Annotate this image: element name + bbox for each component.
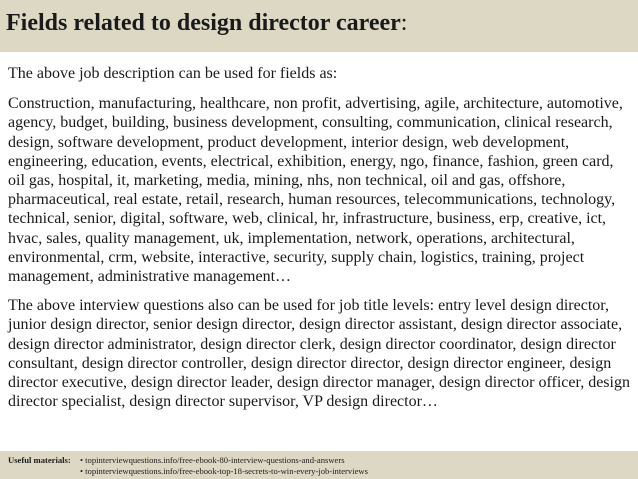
- slide-body: [8, 64, 632, 411]
- footer-materials: [8, 455, 368, 476]
- slide-title-text: Fields related to design director career: [6, 10, 401, 36]
- footer-line-1: [8, 455, 368, 466]
- footer-label-text: Useful materials: [8, 455, 68, 465]
- footer-label: [8, 455, 80, 466]
- footer-line-2: [8, 466, 368, 477]
- intro-text: The above job description can be used for fields as:: [8, 65, 338, 82]
- footer-label-colon: :: [67, 455, 71, 465]
- slide-title: [6, 10, 407, 37]
- job-levels-text: The above interview questions also can be used for job title levels: entry level design director, junior design director, senior design director, design director assistant, design director associate, design director administrator, design director clerk, design director coordinator, design director consultant, design director controller, design director director, design director engineer, design director executive, design director leader, design director manager, design director officer, design director specialist, design director supervisor, VP design director…: [8, 297, 630, 411]
- footer-link-2[interactable]: • topinterviewquestions.info/free-ebook-top-18-secrets-to-win-every-job-interviews: [80, 465, 368, 476]
- footer-link-1[interactable]: • topinterviewquestions.info/free-ebook-80-interview-questions-and-answers: [80, 455, 345, 465]
- slide-title-colon: :: [400, 10, 408, 36]
- fields-list-text: Construction, manufacturing, healthcare, non profit, advertising, agile, architecture, automotive, agency, budget, building, business development, consulting, communication, clinical research, design, software development, product development, interior design, web development, engineering, education, events, electrical, exhibition, energy, ngo, finance, fashion, green card, oil gas, hospital, it, marketing, media, mining, nhs, non technical, oil and gas, offshore, pharmaceutical, real estate, retail, research, human resources, telecommunications, technology, technical, senior, digital, software, web, clinical, hr, infrastructure, business, erp, creative, ict, hvac, sales, quality management, uk, implementation, network, operations, architectural, environmental, crm, website, interactive, security, supply chain, logistics, training, project management, administrative management…: [8, 95, 623, 286]
